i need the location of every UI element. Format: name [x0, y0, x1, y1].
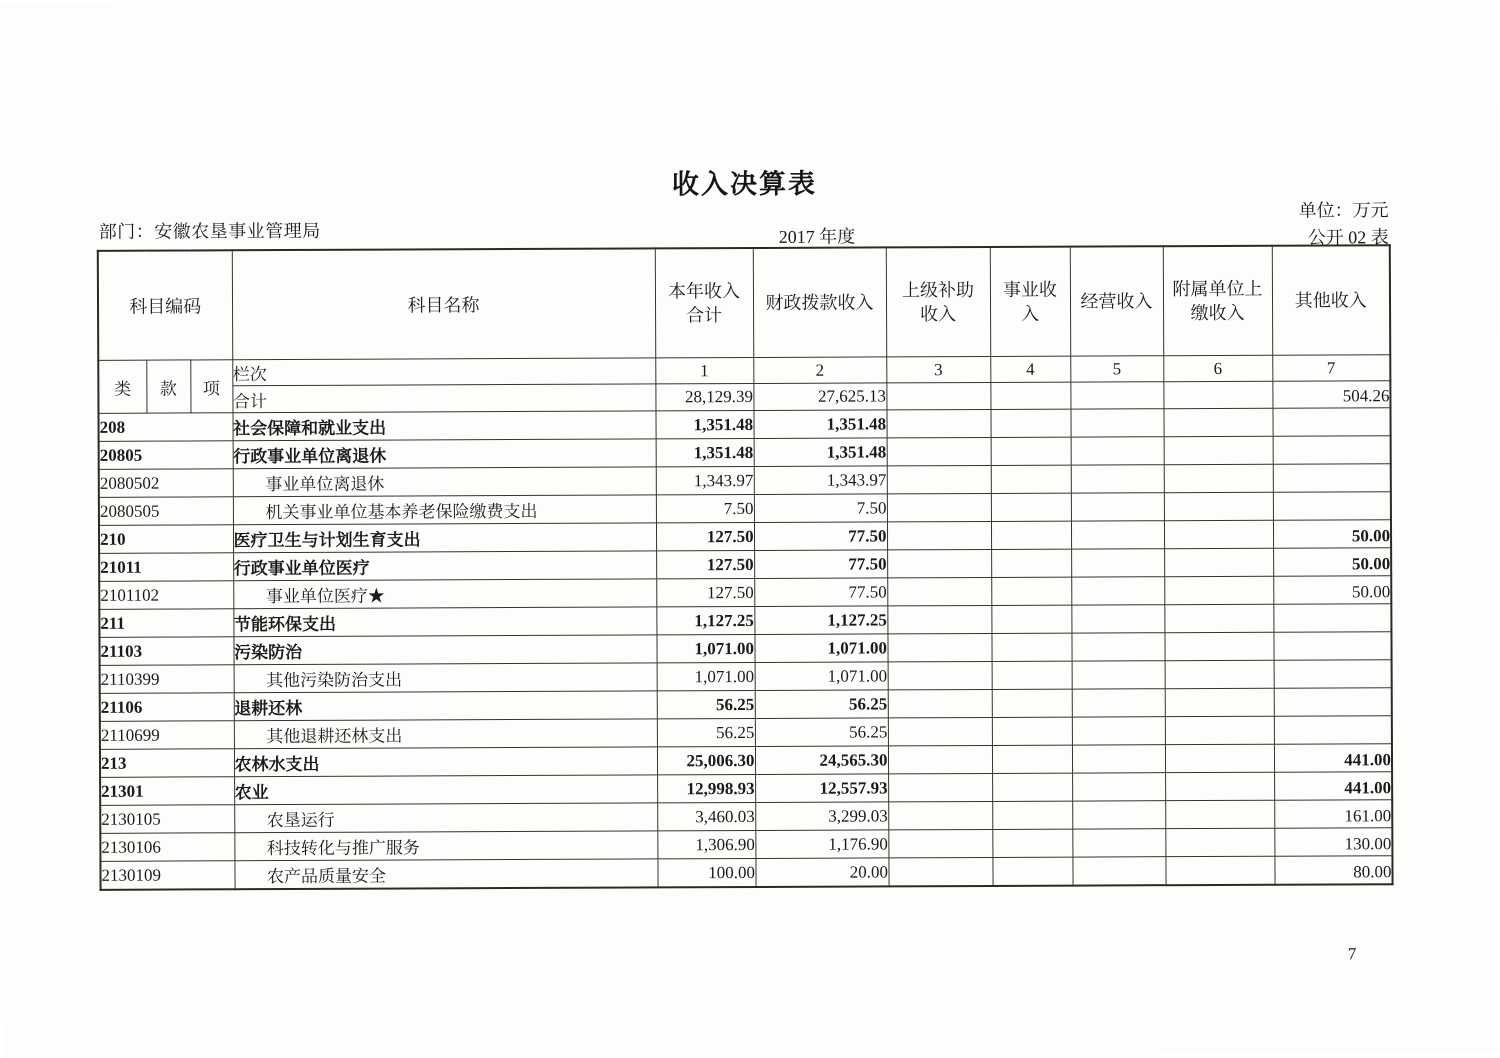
row-value [1071, 605, 1164, 633]
row-value [887, 465, 991, 493]
row-value [1164, 464, 1273, 492]
row-value [1071, 633, 1164, 661]
row-subject-code: 20805 [99, 441, 233, 470]
row-value: 20.00 [755, 858, 888, 887]
header-subject-name: 科目名称 [232, 248, 655, 359]
row-subject-name: 其他退耕还林支出 [234, 719, 657, 749]
row-value: 1,351.48 [753, 410, 886, 439]
row-value: 50.00 [1273, 576, 1391, 605]
row-value [1164, 604, 1273, 632]
row-subject-name: 科技转化与推广服务 [234, 831, 657, 861]
header-institutional-income: 事业收 入 [990, 247, 1070, 357]
row-value: 25,006.30 [657, 746, 755, 774]
row-value: 1,343.97 [656, 466, 754, 494]
row-subject-code: 2130106 [100, 833, 234, 862]
row-value [991, 633, 1071, 661]
lanci-label: 栏次 [232, 358, 655, 386]
row-value: 1,127.25 [656, 606, 754, 634]
row-value [1071, 437, 1164, 465]
row-value [888, 717, 992, 745]
row-value [1165, 800, 1274, 828]
col-number: 1 [655, 357, 753, 383]
row-value [1164, 492, 1273, 520]
row-value [992, 745, 1072, 773]
row-value: 50.00 [1273, 548, 1391, 577]
row-value [888, 661, 992, 689]
row-value [886, 409, 990, 437]
row-value [1273, 604, 1391, 633]
row-value [992, 661, 1072, 689]
row-value [1164, 632, 1273, 660]
row-value: 56.25 [657, 718, 755, 746]
row-value [1274, 660, 1392, 689]
row-value [1071, 465, 1164, 493]
row-value: 127.50 [656, 522, 754, 550]
row-value [1072, 857, 1165, 886]
row-value [991, 605, 1071, 633]
total-value [1070, 382, 1163, 409]
row-subject-code: 211 [99, 609, 233, 638]
table-header-row [98, 245, 1390, 360]
total-value: 27,625.13 [753, 383, 886, 411]
row-value: 1,343.97 [754, 466, 887, 495]
row-value [1071, 577, 1164, 605]
row-subject-code: 208 [98, 413, 232, 442]
row-value [887, 493, 991, 521]
row-value [991, 549, 1071, 577]
row-value: 77.50 [754, 578, 887, 607]
row-value: 1,071.00 [755, 662, 888, 691]
row-value [1072, 745, 1165, 773]
row-value [1165, 660, 1274, 688]
row-value [1273, 632, 1391, 661]
row-value [888, 745, 992, 773]
header-item: 项 [190, 360, 232, 413]
row-value [1164, 520, 1273, 548]
row-value [992, 801, 1072, 829]
row-value [1072, 661, 1165, 689]
row-subject-code: 21011 [99, 553, 233, 582]
row-value: 56.25 [657, 690, 755, 718]
row-subject-code: 21106 [100, 693, 234, 722]
row-value [1071, 493, 1164, 521]
row-value [1273, 492, 1391, 521]
row-subject-code: 210 [99, 525, 233, 554]
col-number: 7 [1272, 355, 1390, 382]
row-value [1165, 856, 1274, 885]
header-fiscal-appropriation-income: 财政拨款收入 [753, 247, 886, 357]
row-value: 80.00 [1274, 856, 1392, 885]
row-value [1071, 521, 1164, 549]
row-subject-code: 2101102 [99, 581, 233, 610]
row-value [1165, 772, 1274, 800]
row-subject-name: 机关事业单位基本养老保险缴费支出 [233, 495, 656, 525]
row-value: 3,460.03 [657, 802, 755, 830]
row-subject-name: 农林水支出 [234, 747, 657, 777]
row-value [991, 493, 1071, 521]
page-title: 收入决算表 [671, 168, 818, 200]
row-value: 77.50 [754, 550, 887, 579]
row-value [888, 801, 992, 829]
row-value [1164, 576, 1273, 604]
row-value [990, 409, 1070, 437]
row-subject-code: 2080502 [99, 469, 233, 498]
row-subject-code: 21301 [100, 777, 234, 806]
row-value: 161.00 [1274, 800, 1392, 829]
row-value [887, 549, 991, 577]
row-subject-name: 医疗卫生与计划生育支出 [233, 523, 656, 553]
row-value: 127.50 [656, 550, 754, 578]
row-value: 441.00 [1274, 772, 1392, 801]
total-value: 28,129.39 [655, 383, 753, 410]
row-subject-name: 行政事业单位离退休 [233, 439, 656, 469]
row-value [888, 857, 992, 886]
row-value: 1,351.48 [754, 438, 887, 467]
department-label: 部门：安徽农垦事业管理局 [98, 220, 321, 242]
col-number: 4 [990, 356, 1070, 382]
row-value: 441.00 [1274, 744, 1392, 773]
row-value [887, 521, 991, 549]
row-value [991, 521, 1071, 549]
row-value: 127.50 [656, 578, 754, 606]
row-subject-name: 污染防治 [233, 635, 656, 665]
row-subject-name: 社会保障和就业支出 [232, 411, 655, 441]
row-value: 56.25 [755, 690, 888, 719]
row-value: 24,565.30 [755, 746, 888, 775]
row-value [991, 577, 1071, 605]
col-number: 3 [886, 356, 990, 382]
row-subject-name: 行政事业单位医疗 [233, 551, 656, 581]
row-value: 3,299.03 [755, 802, 888, 831]
row-value [1072, 801, 1165, 829]
header-total-income: 本年收入 合计 [655, 248, 753, 358]
row-value [888, 689, 992, 717]
row-value: 130.00 [1274, 828, 1392, 857]
row-subject-name: 退耕还林 [234, 691, 657, 721]
row-value: 77.50 [754, 522, 887, 551]
row-value: 1,351.48 [656, 438, 754, 466]
public-table-code: 公开 02 表 [1307, 227, 1389, 248]
row-subject-code: 2110699 [100, 721, 234, 750]
header-subject-code: 科目编码 [98, 250, 232, 360]
row-value [992, 717, 1072, 745]
header-section: 款 [146, 360, 190, 413]
row-value: 7.50 [754, 494, 887, 523]
row-subject-code: 2130109 [100, 861, 234, 890]
row-value [1071, 549, 1164, 577]
header-superior-subsidy-income: 上级补助 收入 [886, 247, 990, 357]
row-subject-code: 213 [100, 749, 234, 778]
row-value: 1,127.25 [754, 606, 887, 635]
total-value [990, 382, 1070, 409]
row-value: 7.50 [656, 494, 754, 522]
row-value [992, 773, 1072, 801]
row-subject-code: 21103 [99, 637, 233, 666]
fiscal-year-label: 2017 年度 [778, 226, 856, 247]
row-subject-name: 农产品质量安全 [234, 859, 657, 889]
row-value [1072, 829, 1165, 857]
row-value [1072, 773, 1165, 801]
row-value: 50.00 [1273, 520, 1391, 549]
row-value [1273, 436, 1391, 465]
row-value [888, 829, 992, 857]
total-value [886, 382, 990, 409]
row-value [1273, 464, 1391, 493]
header-operating-income: 经营收入 [1070, 246, 1163, 356]
row-value [1072, 717, 1165, 745]
row-value [887, 437, 991, 465]
row-value [991, 465, 1071, 493]
row-value [1072, 689, 1165, 717]
row-value [1165, 828, 1274, 856]
row-value: 1,306.90 [657, 830, 755, 858]
col-number: 5 [1070, 356, 1163, 382]
row-value [887, 633, 991, 661]
row-subject-name: 节能环保支出 [233, 607, 656, 637]
row-subject-name: 农垦运行 [234, 803, 657, 833]
header-subsidiary-remitted-income: 附属单位上 缴收入 [1163, 246, 1272, 356]
row-value [1274, 688, 1392, 717]
total-value [1163, 381, 1272, 408]
row-value: 1,071.00 [657, 662, 755, 690]
row-value: 1,351.48 [655, 410, 753, 438]
row-subject-code: 2080505 [99, 497, 233, 526]
total-value: 504.26 [1272, 381, 1390, 409]
row-value [1165, 716, 1274, 744]
row-value [887, 577, 991, 605]
row-value [1164, 548, 1273, 576]
total-label: 合计 [232, 384, 655, 413]
row-value: 1,071.00 [754, 634, 887, 663]
row-subject-name: 事业单位离退休 [233, 467, 656, 497]
row-value: 1,176.90 [755, 830, 888, 859]
row-value: 12,998.93 [657, 774, 755, 802]
row-value [888, 773, 992, 801]
income-final-accounts-table [97, 244, 1394, 891]
page-number: 7 [1347, 944, 1357, 964]
row-value [887, 605, 991, 633]
row-value [1164, 436, 1273, 464]
header-other-income: 其他收入 [1272, 245, 1390, 355]
row-value [1163, 408, 1272, 436]
row-value [992, 857, 1072, 886]
table-row [100, 856, 1392, 890]
row-value [992, 689, 1072, 717]
unit-note: 单位：万元 [1298, 200, 1389, 221]
row-value [1165, 688, 1274, 716]
row-value: 12,557.93 [755, 774, 888, 803]
row-value [1165, 744, 1274, 772]
row-value: 100.00 [657, 858, 755, 887]
row-value [1070, 409, 1163, 437]
row-value [992, 829, 1072, 857]
row-subject-name: 其他污染防治支出 [234, 663, 657, 693]
col-number: 2 [753, 357, 886, 384]
header-class: 类 [98, 360, 146, 413]
row-subject-name: 事业单位医疗★ [233, 579, 656, 609]
row-value [1274, 716, 1392, 745]
row-subject-code: 2130105 [100, 805, 234, 834]
row-value: 56.25 [755, 718, 888, 747]
row-subject-code: 2110399 [100, 665, 234, 694]
row-value [1272, 408, 1390, 437]
col-number: 6 [1163, 355, 1272, 381]
row-value [991, 437, 1071, 465]
row-value: 1,071.00 [656, 634, 754, 662]
row-subject-name: 农业 [234, 775, 657, 805]
